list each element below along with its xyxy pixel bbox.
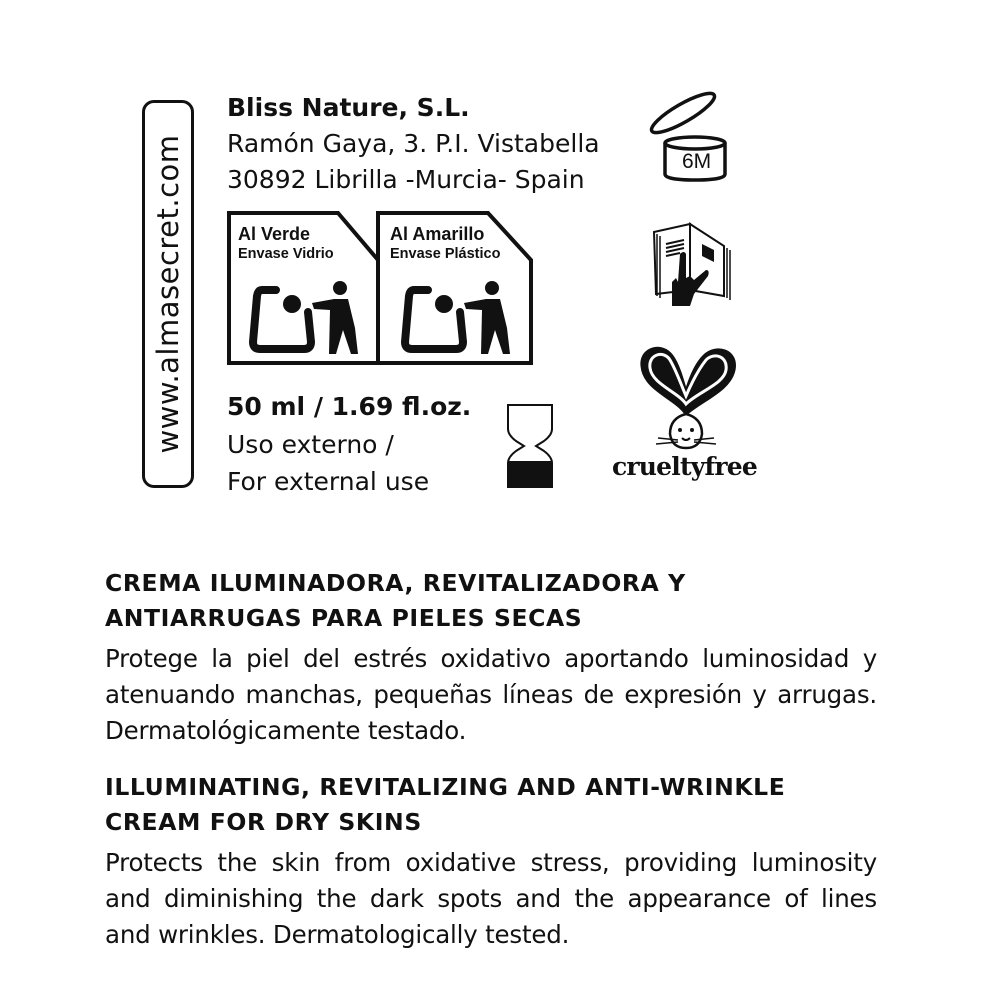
company-name: Bliss Nature, S.L. <box>227 93 470 122</box>
company-info <box>227 90 600 198</box>
period-after-opening-icon <box>645 88 735 192</box>
spanish-description: Protege la piel del estrés oxidativo aportando luminosidad y atenuando manchas, pequeñas líneas de expresión y arrugas. Dermatológicamente testado. <box>105 644 877 745</box>
recycling-plastic-subtitle: Envase Plástico <box>390 246 501 262</box>
company-address-line2: 30892 Librilla -Murcia- Spain <box>227 165 585 194</box>
read-instructions-icon <box>650 220 734 310</box>
recycling-plastic-label <box>390 224 500 264</box>
english-heading <box>105 770 877 840</box>
spanish-heading <box>105 566 877 636</box>
usage-note <box>227 426 429 500</box>
hourglass-icon <box>506 403 554 493</box>
company-address-line1: Ramón Gaya, 3. P.I. Vistabella <box>227 129 600 158</box>
spanish-heading-line2: ANTIARRUGAS PARA PIELES SECAS <box>105 604 583 632</box>
cruelty-free-bunny-icon <box>610 342 750 458</box>
english-heading-line2: CREAM FOR DRY SKINS <box>105 808 422 836</box>
english-heading-line1: ILLUMINATING, REVITALIZING AND ANTI-WRINKLE <box>105 773 786 801</box>
english-description: Protects the skin from oxidative stress, providing luminosity and diminishing the dark spots and the appearance of lines and wrinkles. Dermatologically tested. <box>105 848 877 949</box>
recycling-glass-label <box>238 224 334 264</box>
cruelty-free-label: crueltyfree <box>612 452 757 481</box>
website-url: www.almasecret.com <box>151 134 185 454</box>
recycling-glass-subtitle: Envase Vidrio <box>238 246 334 262</box>
recycling-plastic-title: Al Amarillo <box>390 224 485 244</box>
usage-line-es: Uso externo / <box>227 430 394 459</box>
website-box <box>142 100 194 488</box>
spanish-heading-line1: CREMA ILUMINADORA, REVITALIZADORA Y <box>105 569 686 597</box>
volume: 50 ml / 1.69 fl.oz. <box>227 392 472 421</box>
pao-label: 6M <box>682 150 712 173</box>
recycling-symbols <box>226 210 536 370</box>
usage-line-en: For external use <box>227 467 430 496</box>
recycling-glass-title: Al Verde <box>238 224 311 244</box>
